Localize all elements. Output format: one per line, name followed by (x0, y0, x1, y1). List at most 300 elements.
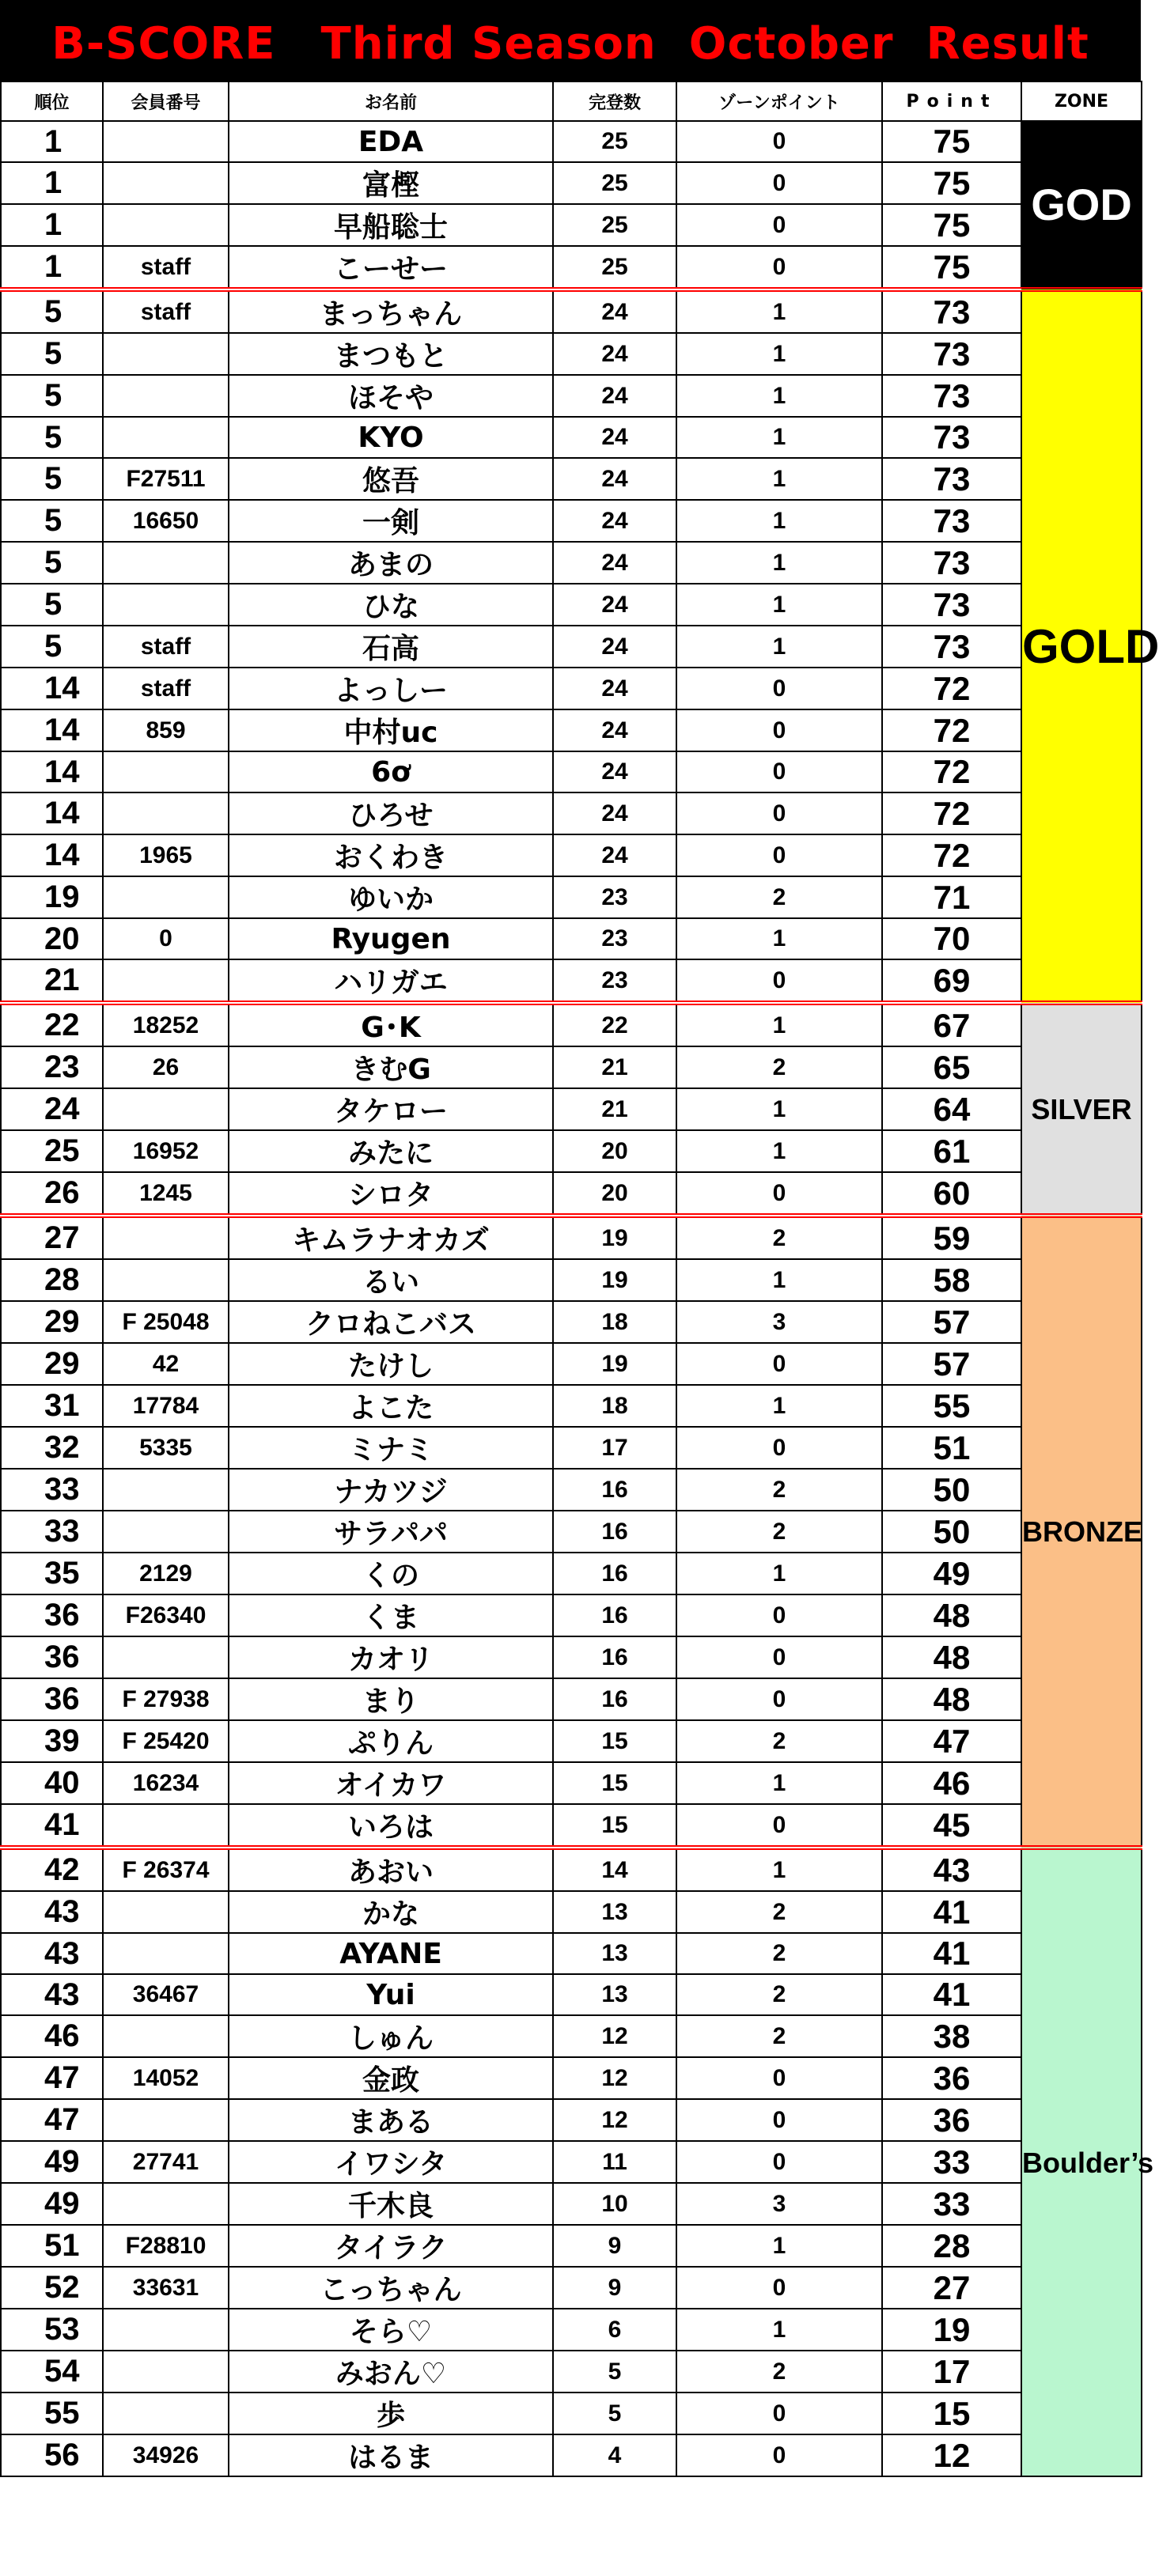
rank-cell: 14 (1, 668, 103, 709)
table-row (1, 2015, 1142, 2057)
zone-points-cell: 0 (676, 792, 882, 834)
completed-cell: 16 (553, 1553, 676, 1594)
zone-points-cell: 2 (676, 2351, 882, 2393)
rank-cell: 29 (1, 1301, 103, 1343)
point-cell: 55 (882, 1385, 1021, 1427)
completed-cell: 24 (553, 417, 676, 458)
rank-cell: 5 (1, 289, 103, 333)
zone-points-cell: 0 (676, 162, 882, 204)
point-cell: 67 (882, 1003, 1021, 1046)
table-row (1, 1678, 1142, 1720)
member-number-cell (103, 417, 229, 458)
rank-cell: 5 (1, 500, 103, 542)
point-cell: 51 (882, 1427, 1021, 1469)
point-cell: 70 (882, 918, 1021, 959)
member-number-cell: staff (103, 289, 229, 333)
name-cell: きむG (229, 1046, 553, 1088)
table-row (1, 1343, 1142, 1385)
completed-cell: 25 (553, 121, 676, 162)
rank-cell: 43 (1, 1974, 103, 2015)
point-cell: 73 (882, 333, 1021, 375)
table-row (1, 2141, 1142, 2183)
rank-cell: 20 (1, 918, 103, 959)
zone-points-cell: 1 (676, 458, 882, 500)
completed-cell: 24 (553, 584, 676, 626)
table-row (1, 1848, 1142, 1891)
member-number-cell (103, 162, 229, 204)
rank-cell: 47 (1, 2057, 103, 2099)
completed-cell: 25 (553, 246, 676, 289)
point-cell: 73 (882, 584, 1021, 626)
name-cell: はるま (229, 2434, 553, 2476)
table-row (1, 2434, 1142, 2476)
member-number-cell (103, 2015, 229, 2057)
zone-points-cell: 0 (676, 121, 882, 162)
member-number-cell (103, 375, 229, 417)
completed-cell: 24 (553, 751, 676, 792)
table-row (1, 375, 1142, 417)
point-cell: 36 (882, 2057, 1021, 2099)
point-cell: 12 (882, 2434, 1021, 2476)
member-number-cell: 1245 (103, 1172, 229, 1216)
point-cell: 72 (882, 709, 1021, 751)
point-cell: 73 (882, 417, 1021, 458)
table-row (1, 2393, 1142, 2434)
table-row (1, 1469, 1142, 1511)
name-cell: 千木良 (229, 2183, 553, 2225)
point-cell: 46 (882, 1762, 1021, 1804)
point-cell: 33 (882, 2183, 1021, 2225)
completed-cell: 20 (553, 1172, 676, 1216)
point-cell: 72 (882, 792, 1021, 834)
completed-cell: 14 (553, 1848, 676, 1891)
member-number-cell (103, 1804, 229, 1848)
member-number-cell (103, 2393, 229, 2434)
name-cell: 歩 (229, 2393, 553, 2434)
zone-points-cell: 0 (676, 1172, 882, 1216)
point-cell: 75 (882, 162, 1021, 204)
completed-cell: 10 (553, 2183, 676, 2225)
zone-god-label: GOD (1021, 121, 1142, 289)
name-cell: ナカツジ (229, 1469, 553, 1511)
member-number-cell: staff (103, 626, 229, 668)
name-cell: 石高 (229, 626, 553, 668)
table-row (1, 1172, 1142, 1216)
member-number-cell: 16952 (103, 1130, 229, 1172)
point-cell: 73 (882, 626, 1021, 668)
member-number-cell: 16234 (103, 1762, 229, 1804)
member-number-cell (103, 121, 229, 162)
name-cell: 金政 (229, 2057, 553, 2099)
name-cell: いろは (229, 1804, 553, 1848)
point-cell: 60 (882, 1172, 1021, 1216)
name-cell: こーせー (229, 246, 553, 289)
zone-points-cell: 1 (676, 1848, 882, 1891)
table-row (1, 584, 1142, 626)
name-cell: みおん♡ (229, 2351, 553, 2393)
completed-cell: 16 (553, 1636, 676, 1678)
zone-points-cell: 1 (676, 1259, 882, 1301)
rank-cell: 49 (1, 2183, 103, 2225)
rank-cell: 1 (1, 204, 103, 246)
completed-cell: 24 (553, 668, 676, 709)
table-row (1, 162, 1142, 204)
completed-cell: 6 (553, 2309, 676, 2351)
zone-points-cell: 2 (676, 2015, 882, 2057)
point-cell: 73 (882, 289, 1021, 333)
zone-points-cell: 0 (676, 1804, 882, 1848)
completed-cell: 5 (553, 2393, 676, 2434)
name-cell: よこた (229, 1385, 553, 1427)
member-number-cell: F27511 (103, 458, 229, 500)
member-number-cell: 2129 (103, 1553, 229, 1594)
rank-cell: 1 (1, 246, 103, 289)
member-number-cell (103, 204, 229, 246)
rank-cell: 5 (1, 542, 103, 584)
member-number-cell: 42 (103, 1343, 229, 1385)
table-row (1, 2225, 1142, 2267)
point-cell: 59 (882, 1216, 1021, 1259)
name-cell: くの (229, 1553, 553, 1594)
table-row (1, 1720, 1142, 1762)
member-number-cell: 16650 (103, 500, 229, 542)
zone-points-cell: 1 (676, 542, 882, 584)
zone-points-cell: 2 (676, 876, 882, 918)
table-row (1, 1046, 1142, 1088)
point-cell: 75 (882, 121, 1021, 162)
rank-cell: 40 (1, 1762, 103, 1804)
name-cell: こっちゃん (229, 2267, 553, 2309)
table-row (1, 1974, 1142, 2015)
completed-cell: 25 (553, 162, 676, 204)
zone-points-cell: 1 (676, 918, 882, 959)
completed-cell: 21 (553, 1046, 676, 1088)
header-zone-points: ゾーンポイント (676, 81, 882, 121)
member-number-cell: staff (103, 668, 229, 709)
zone-points-cell: 0 (676, 2099, 882, 2141)
member-number-cell: 0 (103, 918, 229, 959)
rank-cell: 27 (1, 1216, 103, 1259)
member-number-cell: F 25420 (103, 1720, 229, 1762)
zone-bronze-label: BRONZE (1021, 1216, 1142, 1848)
name-cell: タイラク (229, 2225, 553, 2267)
zone-boulders-label: Boulder’s (1021, 1848, 1142, 2476)
rank-cell: 5 (1, 458, 103, 500)
point-cell: 65 (882, 1046, 1021, 1088)
member-number-cell (103, 792, 229, 834)
zone-points-cell: 2 (676, 1974, 882, 2015)
member-number-cell (103, 2351, 229, 2393)
completed-cell: 9 (553, 2267, 676, 2309)
point-cell: 41 (882, 1933, 1021, 1974)
zone-points-cell: 1 (676, 626, 882, 668)
point-cell: 73 (882, 375, 1021, 417)
header-member-number: 会員番号 (103, 81, 229, 121)
completed-cell: 24 (553, 834, 676, 876)
rank-cell: 14 (1, 792, 103, 834)
name-cell: そら♡ (229, 2309, 553, 2351)
zone-silver-label: SILVER (1021, 1003, 1142, 1216)
rank-cell: 25 (1, 1130, 103, 1172)
point-cell: 41 (882, 1891, 1021, 1933)
rank-cell: 33 (1, 1511, 103, 1553)
point-cell: 75 (882, 204, 1021, 246)
rank-cell: 55 (1, 2393, 103, 2434)
table-row (1, 834, 1142, 876)
member-number-cell (103, 1933, 229, 1974)
rank-cell: 19 (1, 876, 103, 918)
rank-cell: 23 (1, 1046, 103, 1088)
name-cell: G･K (229, 1003, 553, 1046)
zone-points-cell: 1 (676, 375, 882, 417)
rank-cell: 47 (1, 2099, 103, 2141)
table-row (1, 1088, 1142, 1130)
name-cell: Yui (229, 1974, 553, 2015)
name-cell: オイカワ (229, 1762, 553, 1804)
table-row (1, 246, 1142, 289)
table-row (1, 333, 1142, 375)
member-number-cell (103, 1469, 229, 1511)
zone-points-cell: 0 (676, 1343, 882, 1385)
zone-points-cell: 2 (676, 1469, 882, 1511)
zone-points-cell: 1 (676, 1385, 882, 1427)
name-cell: まつもと (229, 333, 553, 375)
completed-cell: 11 (553, 2141, 676, 2183)
member-number-cell: F 26374 (103, 1848, 229, 1891)
rank-cell: 21 (1, 959, 103, 1003)
zone-points-cell: 0 (676, 2393, 882, 2434)
table-row (1, 2099, 1142, 2141)
member-number-cell: 1965 (103, 834, 229, 876)
completed-cell: 12 (553, 2099, 676, 2141)
rank-cell: 51 (1, 2225, 103, 2267)
rank-cell: 46 (1, 2015, 103, 2057)
name-cell: 中村uc (229, 709, 553, 751)
completed-cell: 24 (553, 792, 676, 834)
rank-cell: 1 (1, 121, 103, 162)
rank-cell: 5 (1, 417, 103, 458)
table-row (1, 2183, 1142, 2225)
zone-points-cell: 0 (676, 1636, 882, 1678)
rank-cell: 56 (1, 2434, 103, 2476)
zone-points-cell: 3 (676, 2183, 882, 2225)
table-row (1, 1385, 1142, 1427)
point-cell: 50 (882, 1469, 1021, 1511)
member-number-cell: 27741 (103, 2141, 229, 2183)
name-cell: 6ơ (229, 751, 553, 792)
point-cell: 48 (882, 1594, 1021, 1636)
member-number-cell: 26 (103, 1046, 229, 1088)
completed-cell: 16 (553, 1678, 676, 1720)
completed-cell: 23 (553, 959, 676, 1003)
member-number-cell (103, 1088, 229, 1130)
name-cell: AYANE (229, 1933, 553, 1974)
member-number-cell: 33631 (103, 2267, 229, 2309)
name-cell: ゆいか (229, 876, 553, 918)
table-row (1, 792, 1142, 834)
name-cell: 悠吾 (229, 458, 553, 500)
rank-cell: 42 (1, 1848, 103, 1891)
completed-cell: 4 (553, 2434, 676, 2476)
rank-cell: 36 (1, 1636, 103, 1678)
table-row (1, 1594, 1142, 1636)
name-cell: シロタ (229, 1172, 553, 1216)
point-cell: 17 (882, 2351, 1021, 2393)
completed-cell: 18 (553, 1301, 676, 1343)
name-cell: あまの (229, 542, 553, 584)
zone-points-cell: 2 (676, 1933, 882, 1974)
zone-points-cell: 0 (676, 2267, 882, 2309)
completed-cell: 24 (553, 709, 676, 751)
rank-cell: 14 (1, 834, 103, 876)
point-cell: 69 (882, 959, 1021, 1003)
completed-cell: 13 (553, 1974, 676, 2015)
completed-cell: 16 (553, 1594, 676, 1636)
zone-gold-label: GOLD (1021, 289, 1142, 1003)
point-cell: 19 (882, 2309, 1021, 2351)
rank-cell: 33 (1, 1469, 103, 1511)
completed-cell: 13 (553, 1933, 676, 1974)
member-number-cell (103, 959, 229, 1003)
name-cell: しゅん (229, 2015, 553, 2057)
header-row (1, 81, 1142, 121)
table-row (1, 1301, 1142, 1343)
header-completed: 完登数 (553, 81, 676, 121)
zone-points-cell: 0 (676, 959, 882, 1003)
member-number-cell (103, 1891, 229, 1933)
name-cell: おくわき (229, 834, 553, 876)
completed-cell: 19 (553, 1343, 676, 1385)
point-cell: 73 (882, 500, 1021, 542)
zone-points-cell: 1 (676, 1130, 882, 1172)
table-row (1, 289, 1142, 333)
completed-cell: 12 (553, 2015, 676, 2057)
name-cell: みたに (229, 1130, 553, 1172)
member-number-cell (103, 751, 229, 792)
header-zone: ZONE (1021, 81, 1142, 121)
zone-points-cell: 1 (676, 1003, 882, 1046)
name-cell: ぷりん (229, 1720, 553, 1762)
header-point: Point (882, 81, 1021, 121)
table-row (1, 417, 1142, 458)
member-number-cell (103, 1636, 229, 1678)
rank-cell: 43 (1, 1933, 103, 1974)
table-row (1, 1553, 1142, 1594)
rank-cell: 5 (1, 626, 103, 668)
zone-points-cell: 0 (676, 668, 882, 709)
rank-cell: 5 (1, 584, 103, 626)
table-row (1, 751, 1142, 792)
name-cell: ミナミ (229, 1427, 553, 1469)
completed-cell: 16 (553, 1511, 676, 1553)
table-row (1, 959, 1142, 1003)
member-number-cell: staff (103, 246, 229, 289)
rank-cell: 35 (1, 1553, 103, 1594)
completed-cell: 21 (553, 1088, 676, 1130)
zone-points-cell: 1 (676, 289, 882, 333)
table-row (1, 1259, 1142, 1301)
table-row (1, 458, 1142, 500)
rank-cell: 36 (1, 1594, 103, 1636)
name-cell: かな (229, 1891, 553, 1933)
zone-points-cell: 1 (676, 2309, 882, 2351)
rank-cell: 52 (1, 2267, 103, 2309)
rank-cell: 31 (1, 1385, 103, 1427)
completed-cell: 24 (553, 289, 676, 333)
completed-cell: 20 (553, 1130, 676, 1172)
zone-points-cell: 2 (676, 1046, 882, 1088)
zone-points-cell: 0 (676, 246, 882, 289)
rank-cell: 43 (1, 1891, 103, 1933)
rank-cell: 39 (1, 1720, 103, 1762)
table-row (1, 1511, 1142, 1553)
zone-points-cell: 2 (676, 1720, 882, 1762)
rank-cell: 53 (1, 2309, 103, 2351)
point-cell: 50 (882, 1511, 1021, 1553)
member-number-cell: 34926 (103, 2434, 229, 2476)
point-cell: 57 (882, 1301, 1021, 1343)
point-cell: 38 (882, 2015, 1021, 2057)
name-cell: よっしー (229, 668, 553, 709)
table-row (1, 668, 1142, 709)
name-cell: クロねこバス (229, 1301, 553, 1343)
member-number-cell (103, 1216, 229, 1259)
zone-points-cell: 0 (676, 2141, 882, 2183)
completed-cell: 25 (553, 204, 676, 246)
table-header (1, 81, 1142, 121)
name-cell: Ryugen (229, 918, 553, 959)
name-cell: まっちゃん (229, 289, 553, 333)
member-number-cell (103, 333, 229, 375)
point-cell: 45 (882, 1804, 1021, 1848)
point-cell: 58 (882, 1259, 1021, 1301)
member-number-cell: 14052 (103, 2057, 229, 2099)
zone-points-cell: 2 (676, 1511, 882, 1553)
name-cell: イワシタ (229, 2141, 553, 2183)
zone-points-cell: 0 (676, 834, 882, 876)
completed-cell: 24 (553, 333, 676, 375)
name-cell: サラパパ (229, 1511, 553, 1553)
point-cell: 27 (882, 2267, 1021, 2309)
rank-cell: 49 (1, 2141, 103, 2183)
table-row (1, 626, 1142, 668)
rank-cell: 36 (1, 1678, 103, 1720)
member-number-cell: F26340 (103, 1594, 229, 1636)
name-cell: ひな (229, 584, 553, 626)
page-title: B-SCORE Third Season October Result (0, 0, 1141, 81)
name-cell: KYO (229, 417, 553, 458)
completed-cell: 15 (553, 1720, 676, 1762)
name-cell: キムラナオカズ (229, 1216, 553, 1259)
name-cell: ひろせ (229, 792, 553, 834)
zone-points-cell: 0 (676, 204, 882, 246)
table-row (1, 1216, 1142, 1259)
point-cell: 48 (882, 1678, 1021, 1720)
name-cell: EDA (229, 121, 553, 162)
rank-cell: 24 (1, 1088, 103, 1130)
member-number-cell: F28810 (103, 2225, 229, 2267)
table-row (1, 1891, 1142, 1933)
results-table (0, 81, 1159, 2477)
name-cell: 富樫 (229, 162, 553, 204)
rank-cell: 29 (1, 1343, 103, 1385)
rank-cell: 41 (1, 1804, 103, 1848)
table-row (1, 1762, 1142, 1804)
table-row (1, 542, 1142, 584)
name-cell: ほそや (229, 375, 553, 417)
table-row (1, 2057, 1142, 2099)
completed-cell: 13 (553, 1891, 676, 1933)
